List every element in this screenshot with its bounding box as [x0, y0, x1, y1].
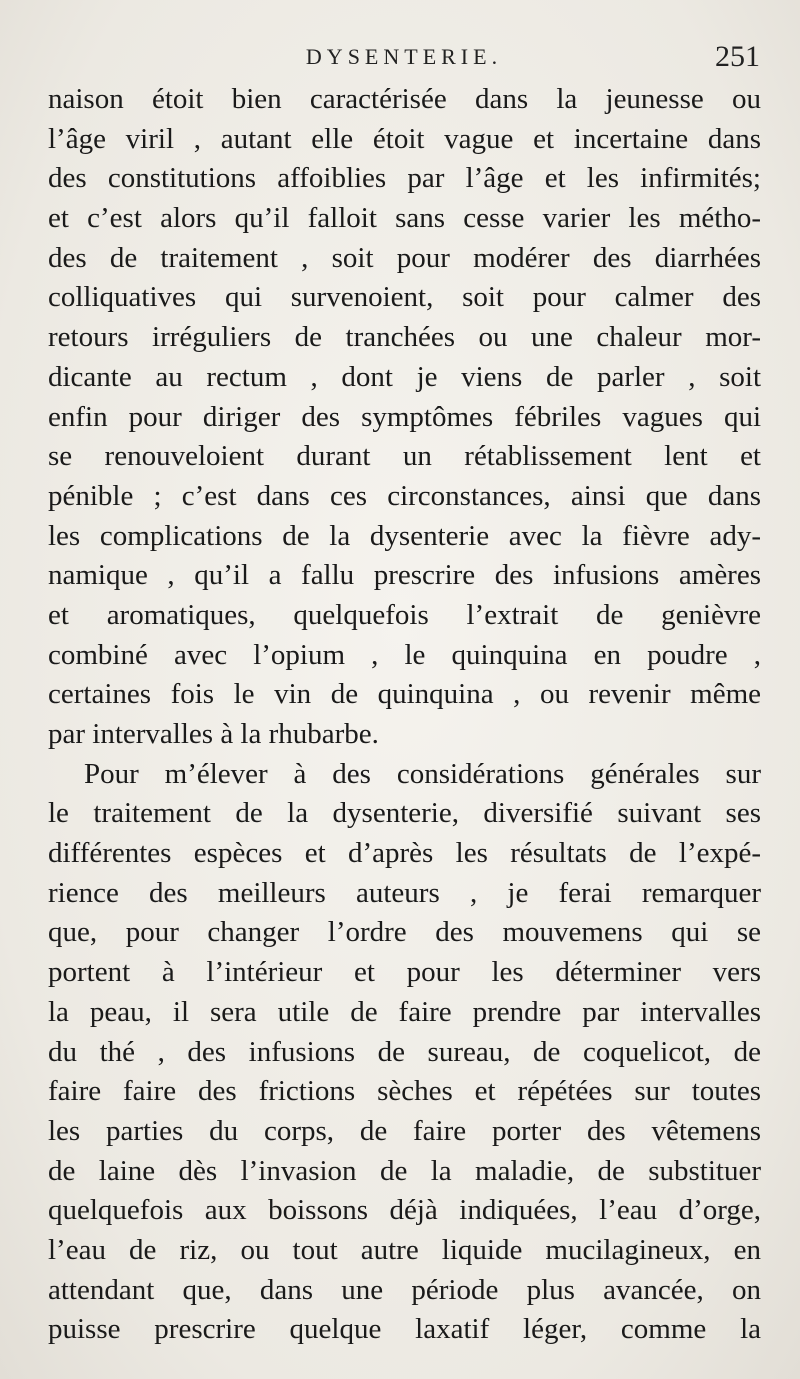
text-line: que, pour changer l’ordre des mouvemens qui se	[48, 916, 761, 949]
text-line: attendant que, dans une période plus avancée, on	[48, 1273, 761, 1306]
text-line: du thé , des infusions de sureau, de coquelicot, de	[48, 1035, 761, 1068]
page-number: 251	[715, 40, 760, 73]
text-line: retours irréguliers de tranchées ou une chaleur mor-	[48, 321, 761, 354]
text-line: pénible ; c’est dans ces circonstances, ainsi que dans	[48, 479, 761, 512]
text-line: différentes espèces et d’après les résultats de l’expé-	[48, 837, 761, 870]
text-line: puisse prescrire quelque laxatif léger, comme la	[48, 1313, 761, 1346]
text-line: se renouveloient durant un rétablissement lent et	[48, 440, 761, 473]
text-line: combiné avec l’opium , le quinquina en poudre ,	[48, 638, 761, 671]
text-line: de laine dès l’invasion de la maladie, de substituer	[48, 1154, 761, 1187]
text-line: la peau, il sera utile de faire prendre par intervalles	[48, 995, 761, 1028]
text-line: les complications de la dysenterie avec la fièvre ady-	[48, 519, 761, 552]
text-line: l’eau de riz, ou tout autre liquide mucilagineux, en	[48, 1233, 761, 1266]
text-line: faire faire des frictions sèches et répétées sur toutes	[48, 1075, 761, 1108]
running-head	[48, 40, 760, 80]
text-line: le traitement de la dysenterie, diversifié suivant ses	[48, 797, 761, 830]
text-line: certaines fois le vin de quinquina , ou revenir même	[48, 678, 761, 711]
text-line: colliquatives qui survenoient, soit pour calmer des	[48, 281, 761, 314]
text-line: dicante au rectum , dont je viens de parler , soit	[48, 360, 761, 393]
text-line: rience des meilleurs auteurs , je ferai remarquer	[48, 876, 761, 909]
text-line: les parties du corps, de faire porter des vêtemens	[48, 1114, 761, 1147]
paragraph-end-line: par intervalles à la rhubarbe.	[48, 718, 379, 750]
text-line: portent à l’intérieur et pour les déterminer vers	[48, 956, 761, 989]
paragraph-start-line: Pour m’élever à des considérations générales sur	[84, 757, 761, 790]
text-line: et aromatiques, quelquefois l’extrait de genièvre	[48, 598, 761, 631]
text-line: des de traitement , soit pour modérer des diarrhées	[48, 241, 761, 274]
text-line: des constitutions affoiblies par l’âge et les infirmités;	[48, 162, 761, 195]
text-line: et c’est alors qu’il falloit sans cesse varier les métho-	[48, 202, 761, 235]
running-title: DYSENTERIE.	[305, 44, 503, 69]
text-line: enfin pour diriger des symptômes fébriles vagues qui	[48, 400, 761, 433]
text-line: quelquefois aux boissons déjà indiquées, l’eau d’orge,	[48, 1194, 761, 1227]
text-line: l’âge viril , autant elle étoit vague et incertaine dans	[48, 122, 761, 155]
body-text	[48, 80, 761, 1350]
text-line: namique , qu’il a fallu prescrire des infusions amères	[48, 559, 761, 592]
text-line: naison étoit bien caractérisée dans la jeunesse ou	[48, 83, 761, 115]
